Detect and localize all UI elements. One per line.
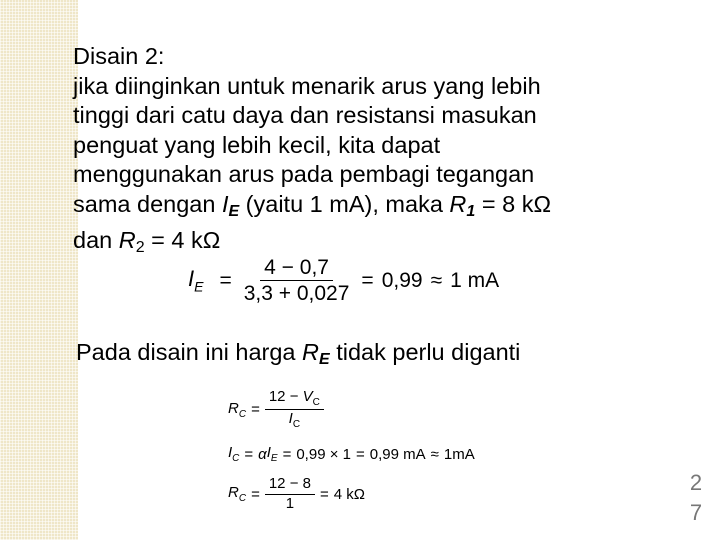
equals-sign: = [251,485,260,503]
text-fragment: = 4 kΩ [144,227,221,253]
body-paragraph [73,42,673,263]
var-symbol: I [221,190,229,217]
var-symbol: I [288,410,293,427]
fraction-denominator: 3,3 + 0,027 [243,282,350,306]
eq-lhs [228,444,239,464]
var-subscript: C [238,493,247,504]
alpha-symbol: α [258,445,267,463]
var-symbol: R [228,399,239,417]
side-decorative-stripe [0,0,78,540]
rc-formula [228,389,324,430]
text-fragment: dan [73,227,119,253]
fraction-numerator: 12 − 8 [265,476,315,495]
var-subscript: E [228,202,240,220]
rc-value-formula [228,476,365,512]
var-subscript: C [312,397,320,408]
var-subscript: E [270,453,278,464]
fraction [265,389,324,430]
fraction-denominator [285,410,304,430]
text-fragment: 12 − [268,388,303,405]
paragraph-line: jika diinginkan untuk menarik arus yang lebih [73,72,541,99]
eq-lhs [228,400,246,420]
eq-rhs-var [267,444,278,464]
var-symbol: R [449,190,467,217]
equals-sign: = [244,445,254,463]
eq-value: 0,99 [381,268,423,292]
fraction-numerator: 4 − 0,7 [260,256,333,281]
page-number: 27 [689,470,703,525]
ie-equation [188,256,499,305]
text-fragment: A), maka [348,190,450,217]
eq-lhs [188,266,203,294]
var-symbol: I [188,266,195,292]
var-symbol: R [118,227,136,253]
text-fragment: tidak perlu diganti [329,339,521,365]
ic-formula [228,444,475,464]
var-subscript: E [319,351,330,368]
var-symbol: R [302,339,319,365]
paragraph-line [73,190,673,227]
eq-lhs [228,484,246,504]
var-subscript: 1 [466,202,476,220]
equals-sign: = [361,268,374,292]
var-subscript: C [232,453,240,464]
equals-sign: = [319,485,329,503]
equals-sign: = [355,445,365,463]
paragraph-line: penguat yang lebih kecil, kita dapat [73,131,441,158]
var-symbol: V [302,388,313,405]
var-subscript: E [194,278,204,295]
var-symbol: I [266,444,271,461]
eq-value: 0,99 mA [369,445,426,463]
equals-sign: = [282,445,292,463]
approx-sign: ≈ [430,268,443,292]
text-fragment: = 8 kΩ [475,190,552,217]
eq-value: 1 mA [450,268,500,292]
text-fragment: sama dengan [73,190,222,217]
fraction-numerator [265,389,324,410]
var-symbol: R [228,484,239,501]
var-symbol: I [228,444,233,461]
equals-sign: = [219,268,232,292]
fraction-denominator: 1 [285,494,295,512]
fraction [265,476,315,512]
paragraph-line: menggunakan arus pada pembagi tegangan [73,161,535,187]
text-fragment: (yaitu 1 m [239,190,349,217]
heading-line: Disain 2: [73,43,165,69]
eq-value: 4 kΩ [333,485,365,503]
eq-value: 1mA [443,445,475,463]
note-line [76,339,520,369]
var-subscript: C [292,419,301,430]
var-subscript: C [238,408,247,420]
eq-value: 0,99 × 1 [296,445,351,463]
approx-sign: ≈ [430,445,439,463]
text-fragment: Pada disain ini harga [76,339,303,365]
var-subscript: 2 [135,239,145,256]
equals-sign: = [251,401,260,418]
paragraph-line: tinggi dari catu daya dan resistansi masukan [73,102,537,128]
fraction [240,256,354,305]
